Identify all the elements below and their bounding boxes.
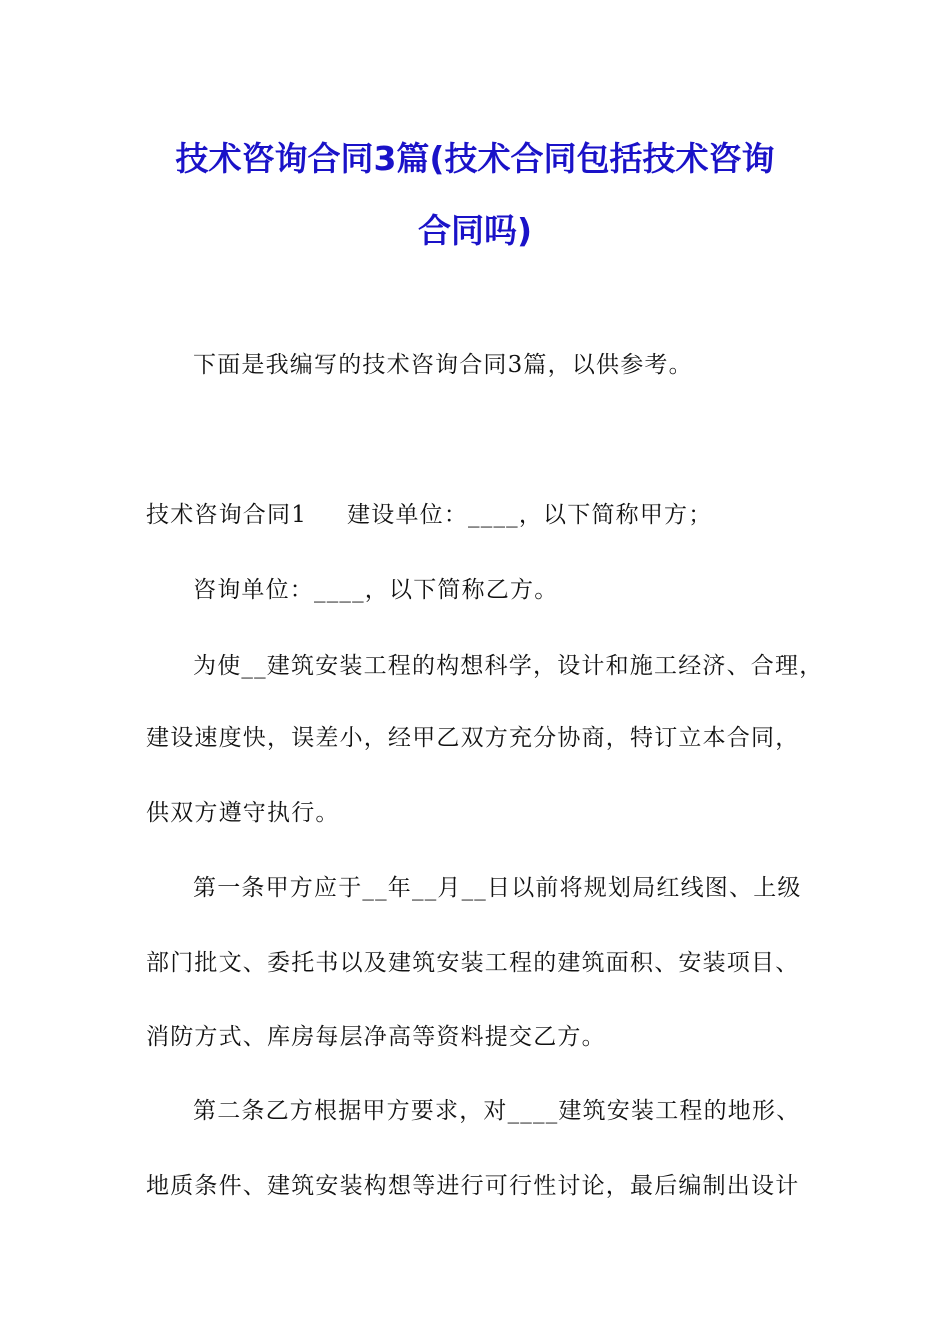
purpose-line-3: 供双方遵守执行。 xyxy=(146,800,340,826)
document-title-line-2: 合同吗) xyxy=(417,211,533,250)
purpose-line-2: 建设速度快，误差小，经甲乙双方充分协商，特订立本合同， xyxy=(146,725,800,751)
contract-heading-line xyxy=(146,496,712,529)
article-1-line-1: 第一条甲方应于__年__月__日以前将规划局红线图、上级 xyxy=(193,875,802,901)
party-b-clause: 咨询单位：____，以下简称乙方。 xyxy=(193,577,559,603)
article-2-line-2: 地质条件、建筑安装构想等进行可行性讨论，最后编制出设计 xyxy=(146,1173,800,1199)
article-2-line-1: 第二条乙方根据甲方要求，对____建筑安装工程的地形、 xyxy=(193,1098,801,1124)
article-1-line-2: 部门批文、委托书以及建筑安装工程的建筑面积、安装项目、 xyxy=(146,950,800,976)
purpose-line-1: 为使__建筑安装工程的构想科学，设计和施工经济、合理， xyxy=(193,653,824,679)
document-title-line-1: 技术咨询合同3篇(技术合同包括技术咨询 xyxy=(175,139,775,178)
party-a-clause: 建设单位：____，以下简称甲方； xyxy=(347,502,713,528)
article-1-line-3: 消防方式、库房每层净高等资料提交乙方。 xyxy=(146,1024,606,1050)
contract-heading: 技术咨询合同1 xyxy=(146,502,308,528)
intro-paragraph: 下面是我编写的技术咨询合同3篇，以供参考。 xyxy=(193,352,693,378)
